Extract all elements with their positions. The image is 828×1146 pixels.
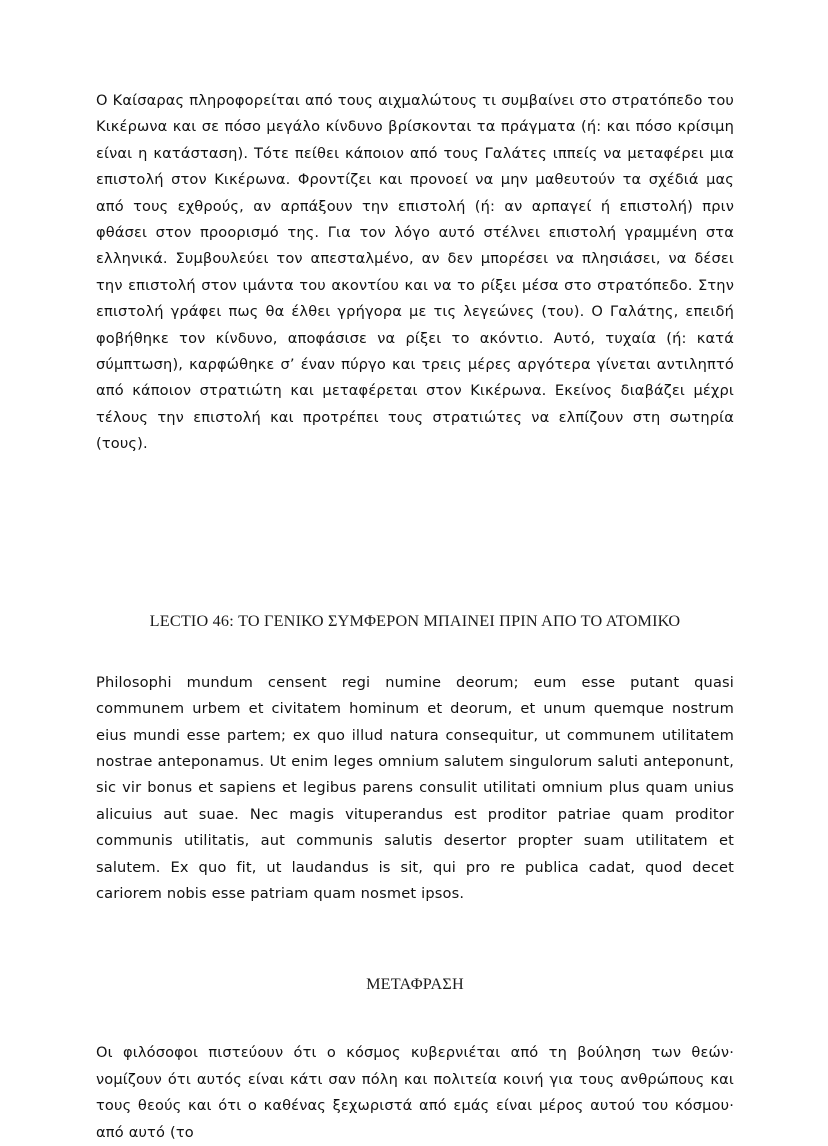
greek-summary-paragraph: Ο Καίσαρας πληροφορείται από τους αιχμαλώτους τι συμβαίνει στο στρατόπεδο του Κικέρωνα και σε πόσο μεγάλο κίνδυνο βρίσκονται τα πράγματα (ή: και πόσο κρίσιμη είναι η κατάσταση). Τότε πείθει κάποιον από τους Γαλάτες ιππείς να μεταφέρει μια επιστολή στον Κικέρωνα. Φροντίζει και προνοεί να μην μαθευτούν τα σχέδιά μας από τους εχθρούς, αν αρπάξουν την επιστολή (ή: αν αρπαγεί ή επιστολή) πριν φθάσει στον προορισμό της. Για τον λόγο αυτό στέλνει επιστολή γραμμένη στα ελληνικά. Συμβουλεύει τον απεσταλμένο, αν δεν μπορέσει να πλησιάσει, να δέσει την επιστολή στον ιμάντα του ακοντίου και να το ρίξει μέσα στο στρατόπεδο. Στην επιστολή γράφει πως θα έλθει γρήγορα με τις λεγεώνες (του). Ο Γαλάτης, επειδή φοβήθηκε τον κίνδυνο, αποφάσισε να ρίξει το ακόντιο. Αυτό, τυχαία (ή: κατά σύμπτωση), καρφώθηκε σ’ έναν πύργο και τρεις μέρες αργότερα γίνεται αντιληπτό από κάποιον στρατιώτη και μεταφέρεται στον Κικέρωνα. Εκείνος διαβάζει μέχρι τέλους την επιστολή και προτρέπει τους στρατιώτες να ελπίζουν στη σωτηρία (τους).	[96, 92, 734, 453]
spacer-after-metafrasi-heading	[96, 995, 734, 1040]
metafrasi-heading: ΜΕΤΑΦΡΑΣΗ	[366, 975, 464, 994]
greek-translation-paragraph: Οι φιλόσοφοι πιστεύουν ότι ο κόσμος κυβερνιέται από τη βούληση των θεών· νομίζουν ότι αυτός είναι κάτι σαν πόλη και πολιτεία κοινή για τους ανθρώπους και τους θεούς και ότι ο καθένας ξεχωριστά από εμάς είναι μέρος αυτού του κόσμου· από αυτό (το	[96, 1044, 734, 1141]
latin-text-paragraph: Philosophi mundum censent regi numine deorum; eum esse putant quasi communem urbem et civitatem hominum et deorum, et unum quemque nostrum eius mundi esse partem; ex quo illud natura consequitur, ut communem utilitatem nostrae anteponamus. Ut enim leges omnium salutem singulorum saluti anteponunt, sic vir bonus et sapiens et legibus parens consulit utilitati omnium plus quam unius alicuius aut suae. Nec magis vituperandus est proditor patriae quam proditor communis utilitatis, aut communis salutis desertor propter suam utilitatem et salutem. Ex quo fit, ut laudandus is sit, qui pro re publica cadat, quod decet cariorem nobis esse patriam quam nosmet ipsos.	[96, 673, 734, 902]
spacer-before-metafrasi-heading	[96, 907, 734, 973]
spacer-before-lectio-heading	[96, 458, 734, 610]
spacer-after-lectio-heading	[96, 632, 734, 670]
page-content	[96, 88, 734, 1146]
lectio-heading: LECTIO 46: ΤΟ ΓΕΝΙΚΟ ΣΥΜΦΕΡΟΝ ΜΠΑΙΝΕΙ ΠΡΙΝ ΑΠΟ ΤΟ ΑΤΟΜΙΚΟ	[149, 611, 681, 630]
